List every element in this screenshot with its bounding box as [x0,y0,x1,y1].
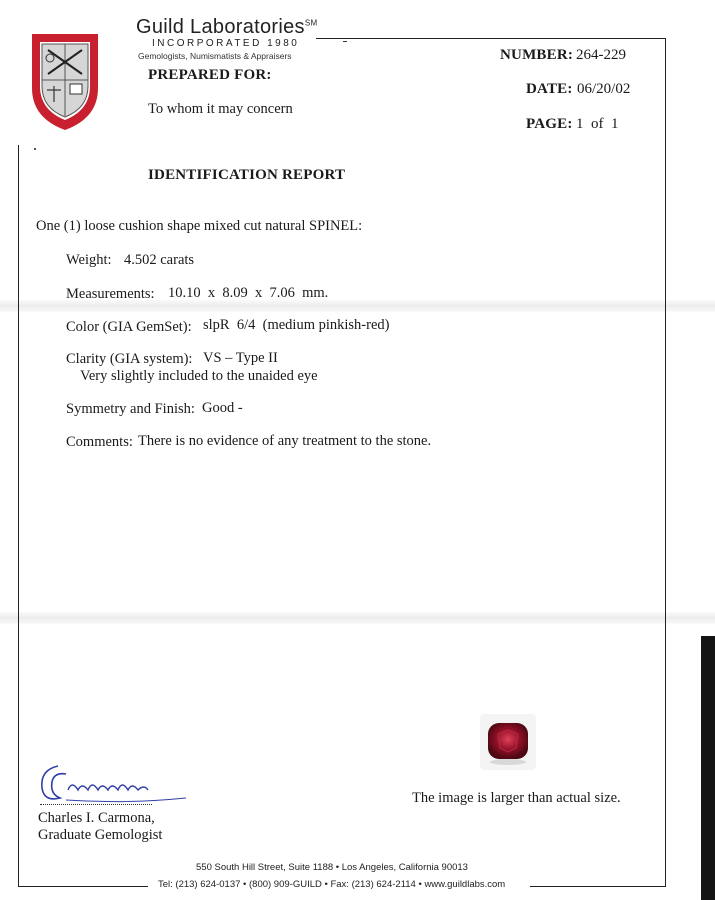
page-value: 1 of 1 [576,116,619,132]
scan-edge [701,636,715,900]
frame-bottom-right-line [530,886,666,887]
signer-name: Charles I. Carmona, [38,810,155,826]
gemstone-photo [480,714,536,770]
signature-line [40,804,152,805]
comments-value: There is no evidence of any treatment to the stone. [138,433,432,449]
weight-value: 4.502 carats [124,252,195,268]
report-title: IDENTIFICATION REPORT [148,167,346,183]
clarity-value: VS – Type II [203,350,278,366]
date-label: DATE: [526,81,573,97]
stray-mark [34,148,36,150]
clarity-note: Very slightly included to the unaided eye [80,368,318,384]
weight-label: Weight: [66,252,112,268]
frame-left-line [18,145,19,887]
crest-logo [28,28,102,132]
prepared-for-value: To whom it may concern [148,101,293,117]
incorporated-line: INCORPORATED 1980 [152,38,300,49]
frame-right-line [665,38,666,886]
report-intro: One (1) loose cushion shape mixed cut natural SPINEL: [36,218,363,234]
symmetry-value: Good - [202,400,243,416]
frame-top-line [316,38,665,39]
measurements-value: 10.10 x 8.09 x 7.06 mm. [168,285,329,301]
clarity-label: Clarity (GIA system): [66,351,193,367]
number-label: NUMBER: [500,47,574,63]
header-dash [343,41,347,42]
symmetry-label: Symmetry and Finish: [66,401,195,417]
date-value: 06/20/02 [577,81,631,97]
number-value: 264-229 [576,47,626,63]
color-value: slpR 6/4 (medium pinkish-red) [203,317,390,333]
signer-title: Graduate Gemologist [38,827,163,843]
paper-fold-lower [0,612,715,624]
frame-bottom-left-line [18,886,148,887]
measurements-label: Measurements: [66,286,155,302]
image-caption: The image is larger than actual size. [412,790,621,806]
comments-label: Comments: [66,434,133,450]
company-name-text: Guild Laboratories [136,16,305,38]
service-mark: SM [304,18,318,28]
footer-contact: Tel: (213) 624-0137 • (800) 909-GUILD • Fax: (213) 624-2114 • www.guildlabs.com [158,879,506,890]
color-label: Color (GIA GemSet): [66,319,192,335]
signature [36,760,196,808]
company-name [136,16,317,39]
page-label: PAGE: [526,116,573,132]
company-tagline: Gemologists, Numismatists & Appraisers [138,51,292,61]
footer-address: 550 South Hill Street, Suite 1188 • Los Angeles, California 90013 [196,862,468,873]
prepared-for-label: PREPARED FOR: [148,67,272,83]
